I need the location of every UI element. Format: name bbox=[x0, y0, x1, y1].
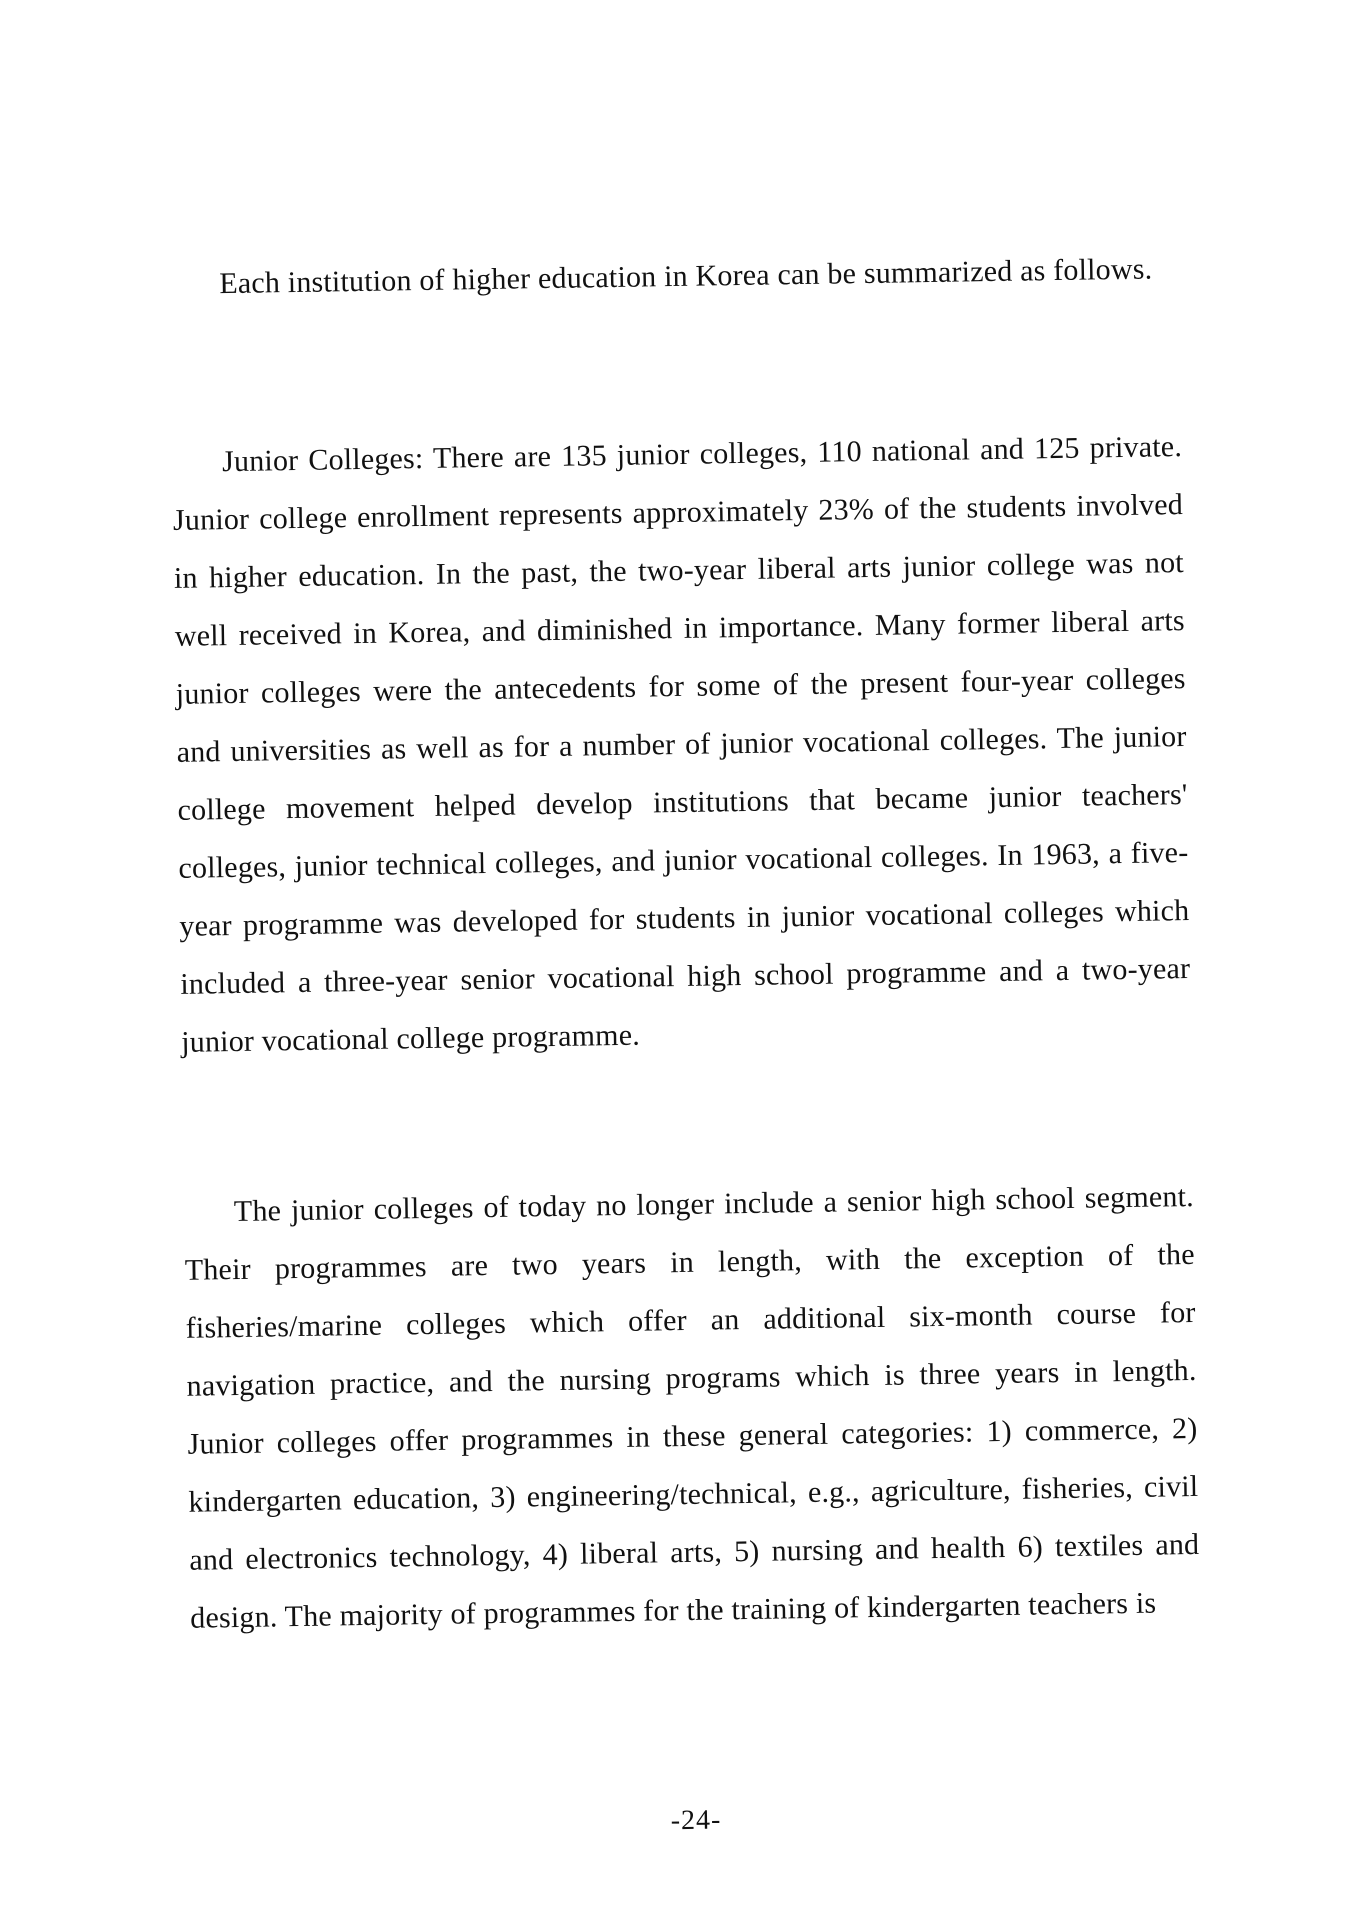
intro-text: Each institution of higher education in Korea can be summarized as follows. bbox=[219, 252, 1153, 301]
indent bbox=[169, 293, 219, 294]
junior-colleges-paragraph bbox=[172, 418, 1192, 1072]
indent bbox=[172, 471, 222, 472]
intro-paragraph bbox=[169, 240, 1180, 314]
page-number: -24- bbox=[670, 1804, 722, 1837]
junior-colleges-text: Junior Colleges: There are 135 junior colleges, 110 national and 125 private. Junior college enrollment represents approximately 23% of the students involved in higher education. In the past, the two-year liberal arts junior college was not well received in Korea, and diminished in importance. Many former liberal arts junior colleges were the antecedents for some of the present four-year colleges and universities as well as for a number of junior vocational colleges. The junior college movement helped develop institutions that became junior teachers' colleges, junior technical colleges, and junior vocational colleges. In 1963, a five-year programme was developed for students in junior vocational colleges which included a three-year senior vocational high school programme and a two-year junior vocational college programme. bbox=[172, 430, 1191, 1059]
junior-colleges-today-text: The junior colleges of today no longer include a senior high school segment. Their programmes are two years in length, with the exception of the fisheries/marine colleges which offer an additional six-month course for navigation practice, and the nursing programs which is three years in length. Junior colleges offer programmes in these general categories: 1) commerce, 2) kindergarten education, 3) engineering/technical, e.g., agriculture, fisheries, civil and electronics technology, 4) liberal arts, 5) nursing and health 6) textiles and design. The majority of programmes for the training of kindergarten teachers is bbox=[184, 1179, 1200, 1635]
junior-colleges-today-paragraph bbox=[183, 1168, 1200, 1648]
indent bbox=[184, 1221, 234, 1222]
